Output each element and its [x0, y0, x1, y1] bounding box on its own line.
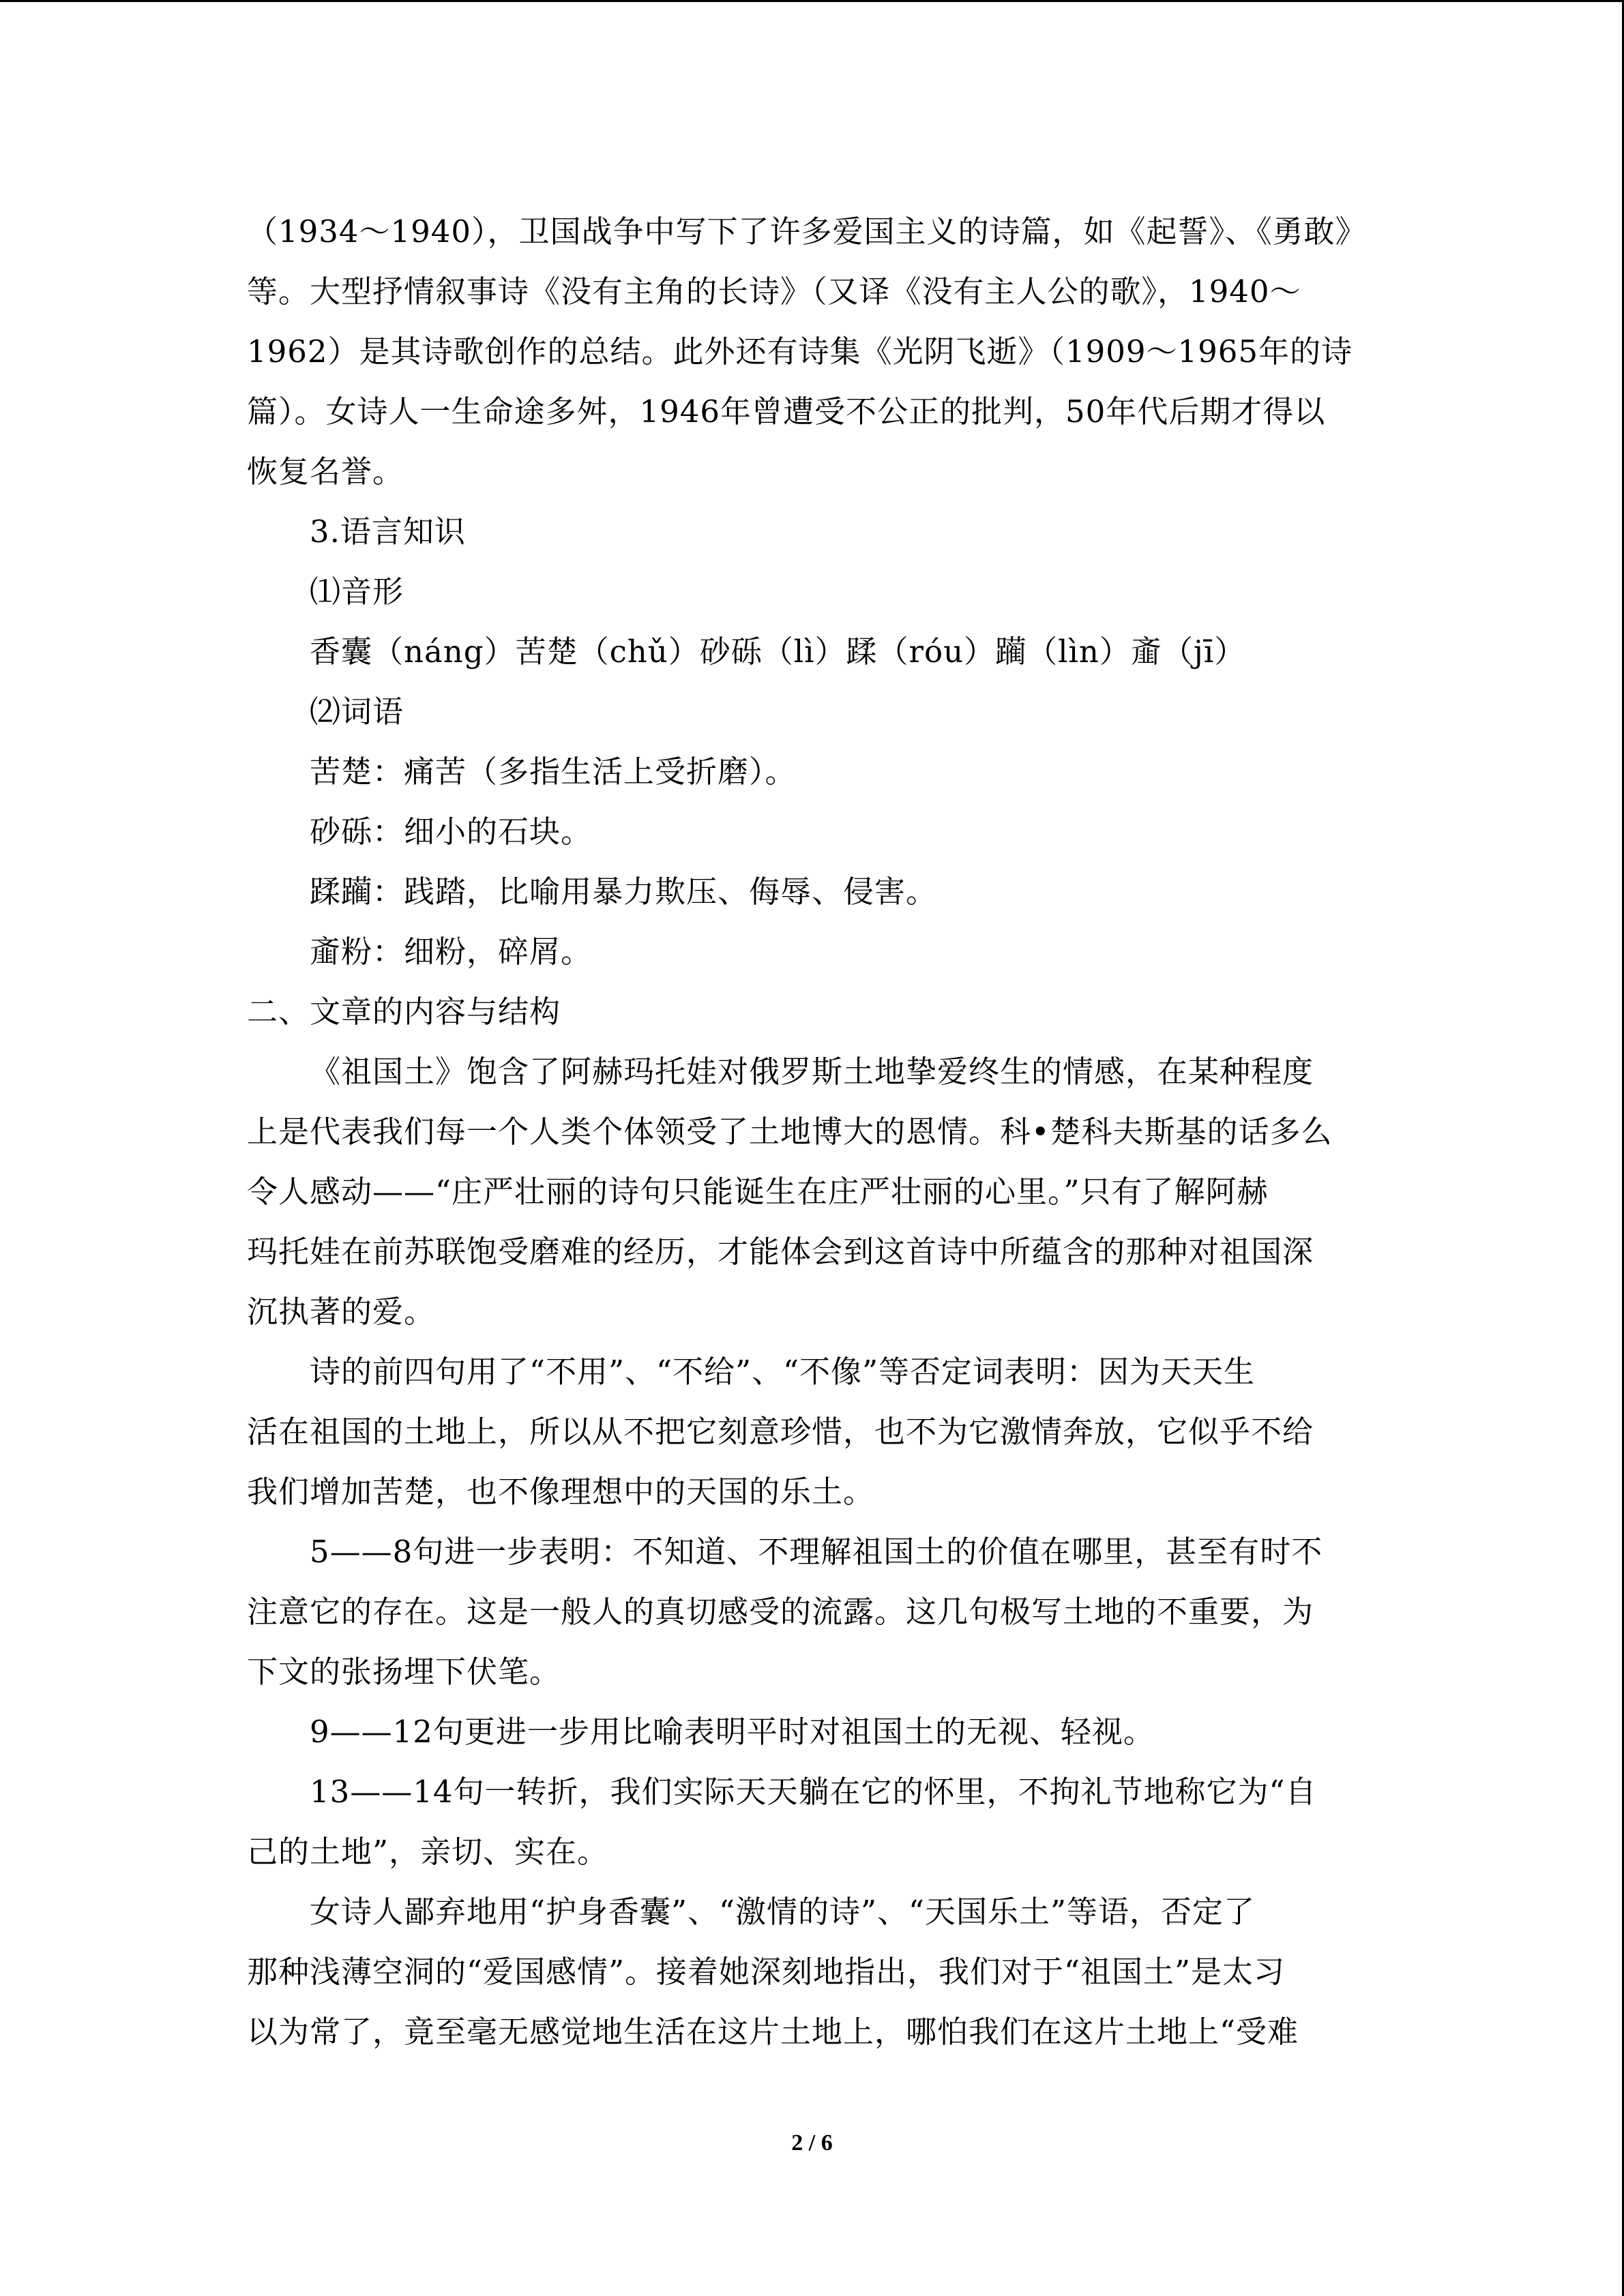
page-number: 2 / 6 — [791, 2130, 833, 2156]
text-line: 注意它的存在。这是一般人的真切感受的流露。这几句极写土地的不重要，为 — [247, 1594, 1314, 1630]
vocab-definition: 齑粉：细粉，碎屑。 — [310, 934, 593, 970]
text-line: 等。大型抒情叙事诗《没有主角的长诗》（又译《没有主人公的歌》，1940～ — [247, 273, 1301, 310]
text-line: 《祖国土》饱含了阿赫玛托娃对俄罗斯土地挚爱终生的情感，在某种程度 — [310, 1054, 1314, 1090]
text-line: 下文的张扬埋下伏笔。 — [247, 1654, 561, 1690]
text-line: 我们增加苦楚，也不像理想中的天国的乐土。 — [247, 1474, 875, 1510]
page-border-top — [0, 0, 1624, 2]
subsection-heading: ⑵词语 — [310, 694, 404, 730]
text-line: 上是代表我们每一个人类个体领受了土地博大的恩情。科•楚科夫斯基的话多么 — [247, 1114, 1333, 1150]
text-line: 1962）是其诗歌创作的总结。此外还有诗集《光阴飞逝》（1909～1965年的诗 — [247, 333, 1353, 370]
text-line: 女诗人鄙弃地用“护身香囊”、“激情的诗”、“天国乐土”等语，否定了 — [310, 1894, 1256, 1930]
text-line: 活在祖国的土地上，所以从不把它刻意珍惜，也不为它激情奔放，它似乎不给 — [247, 1414, 1314, 1450]
text-line: 己的土地”，亲切、实在。 — [247, 1834, 609, 1870]
text-line: （1934～1940），卫国战争中写下了许多爱国主义的诗篇，如《起誓》、《勇敢》 — [247, 213, 1367, 250]
text-line: 那种浅薄空洞的“爱国感情”。接着她深刻地指出，我们对于“祖国土”是太习 — [247, 1954, 1286, 1990]
text-line: 以为常了，竟至毫无感觉地生活在这片土地上，哪怕我们在这片土地上“受难 — [247, 2014, 1299, 2050]
text-line: 诗的前四句用了“不用”、“不给”、“不像”等否定词表明：因为天天生 — [310, 1354, 1256, 1390]
text-line: 9——12句更进一步用比喻表明平时对祖国土的无视、轻视。 — [310, 1714, 1155, 1750]
document-body — [247, 202, 1379, 2062]
text-line: 令人感动——“庄严壮丽的诗句只能诞生在庄严壮丽的心里。”只有了解阿赫 — [247, 1174, 1269, 1210]
text-line: 恢复名誉。 — [247, 453, 404, 490]
text-line: 篇）。女诗人一生命途多舛，1946年曾遭受不公正的批判，50年代后期才得以 — [247, 393, 1326, 430]
text-line: 玛托娃在前苏联饱受磨难的经历，才能体会到这首诗中所蕴含的那种对祖国深 — [247, 1234, 1314, 1270]
text-line: 5——8句进一步表明：不知道、不理解祖国土的价值在哪里，甚至有时不 — [310, 1534, 1323, 1570]
pronunciation-line: 香囊（náng）苦楚（chǔ）砂砾（lì）蹂（róu）躏（lìn）齑（jī） — [310, 633, 1246, 670]
vocab-definition: 蹂躏：践踏，比喻用暴力欺压、侮辱、侵害。 — [310, 874, 938, 910]
vocab-definition: 苦楚：痛苦（多指生活上受折磨）。 — [310, 754, 797, 790]
subsection-heading: ⑴音形 — [310, 573, 404, 610]
section-heading: 3.语言知识 — [310, 513, 466, 550]
text-line: 13——14句一转折，我们实际天天躺在它的怀里，不拘礼节地称它为“自 — [310, 1774, 1317, 1810]
text-line: 沉执著的爱。 — [247, 1294, 436, 1330]
vocab-definition: 砂砾：细小的石块。 — [310, 814, 593, 850]
section-heading: 二、文章的内容与结构 — [247, 994, 561, 1030]
